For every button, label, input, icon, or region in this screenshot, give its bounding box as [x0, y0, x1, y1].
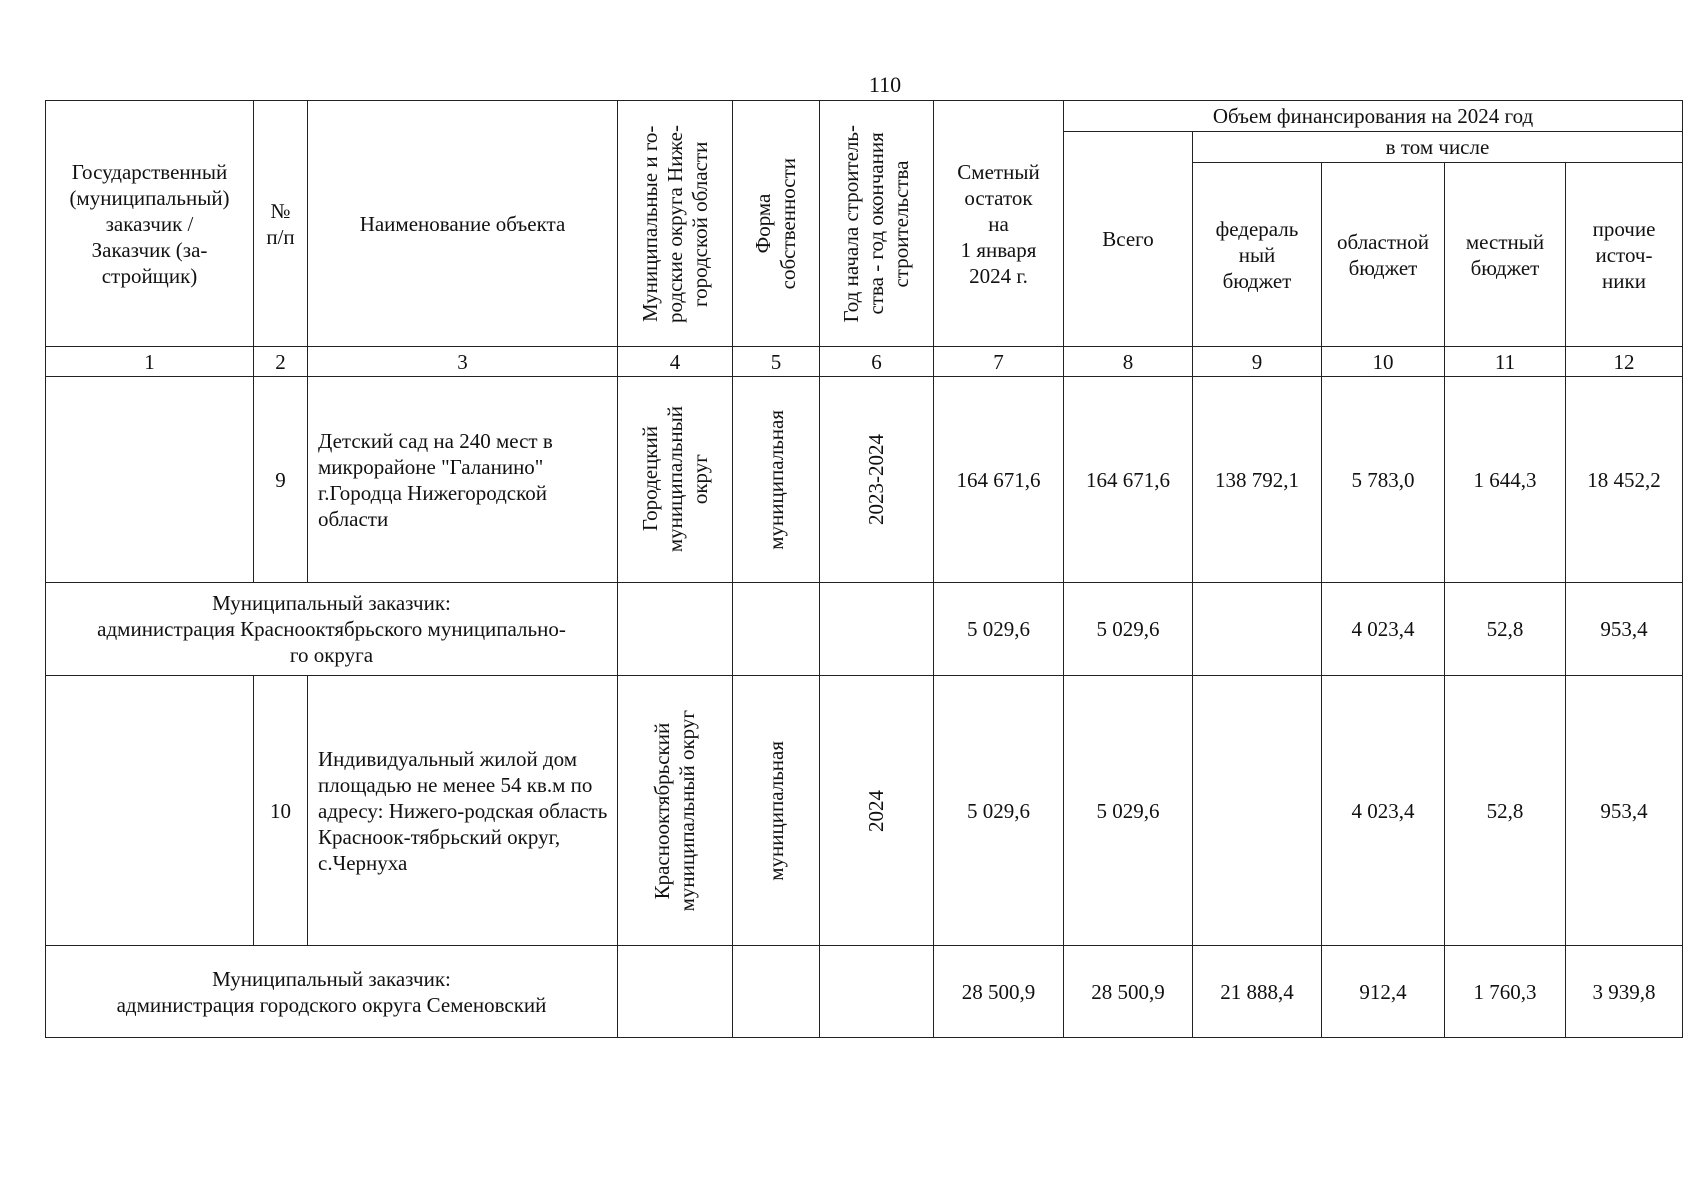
header-years: Год начала строитель- ства - год окончания строительства: [820, 101, 934, 347]
district-cell: Краснооктябрьский муниципальный округ: [618, 676, 733, 946]
empty-cell: [618, 946, 733, 1038]
empty-cell: [733, 946, 820, 1038]
column-numbers-row: [46, 347, 1683, 377]
estimate-value: 164 671,6: [934, 377, 1064, 583]
header-estimate: Сметный остаток на 1 января 2024 г.: [934, 101, 1064, 347]
estimate-value: 28 500,9: [934, 946, 1064, 1038]
column-number: 12: [1566, 347, 1683, 377]
total-value: 28 500,9: [1064, 946, 1193, 1038]
header-districts: Муниципальные и го- родские округа Ниже- городской области: [618, 101, 733, 347]
federal-value: [1193, 583, 1322, 676]
header-ownership: Форма собственности: [733, 101, 820, 347]
column-number: 7: [934, 347, 1064, 377]
column-number: 2: [254, 347, 308, 377]
row-num: 9: [254, 377, 308, 583]
other-value: 18 452,2: [1566, 377, 1683, 583]
estimate-value: 5 029,6: [934, 583, 1064, 676]
column-number: 3: [308, 347, 618, 377]
empty-cell: [618, 583, 733, 676]
other-value: 3 939,8: [1566, 946, 1683, 1038]
other-value: 953,4: [1566, 583, 1683, 676]
ownership-cell: муниципальная: [733, 377, 820, 583]
table-row: [46, 676, 1683, 946]
header-other: прочие источ- ники: [1566, 163, 1683, 347]
empty-cell: [733, 583, 820, 676]
regional-value: 4 023,4: [1322, 583, 1445, 676]
column-number: 4: [618, 347, 733, 377]
total-value: 5 029,6: [1064, 583, 1193, 676]
customer-label: Муниципальный заказчик: администрация Краснооктябрьского муниципально- го округа: [46, 583, 618, 676]
table-row: [46, 583, 1683, 676]
column-number: 5: [733, 347, 820, 377]
column-number: 1: [46, 347, 254, 377]
local-value: 52,8: [1445, 676, 1566, 946]
header-object-name: Наименование объекта: [308, 101, 618, 347]
local-value: 52,8: [1445, 583, 1566, 676]
total-value: 164 671,6: [1064, 377, 1193, 583]
customer-label: Муниципальный заказчик: администрация городского округа Семеновский: [46, 946, 618, 1038]
total-value: 5 029,6: [1064, 676, 1193, 946]
header-regional: областной бюджет: [1322, 163, 1445, 347]
header-financing: Объем финансирования на 2024 год: [1064, 101, 1683, 132]
empty-cell: [820, 946, 934, 1038]
financing-table: [45, 100, 1683, 1038]
district-cell: Городецкий муниципальный округ: [618, 377, 733, 583]
table-row: [46, 946, 1683, 1038]
federal-value: 138 792,1: [1193, 377, 1322, 583]
column-number: 6: [820, 347, 934, 377]
column-number: 9: [1193, 347, 1322, 377]
years-cell: 2024: [820, 676, 934, 946]
header-num: № п/п: [254, 101, 308, 347]
customer-cell: [46, 676, 254, 946]
empty-cell: [820, 583, 934, 676]
page-number: 110: [868, 72, 902, 97]
object-name: Детский сад на 240 мест в микрорайоне "Галанино" г.Городца Нижегородской области: [308, 377, 618, 583]
regional-value: 4 023,4: [1322, 676, 1445, 946]
header-customer: Государственный (муниципальный) заказчик / Заказчик (за- стройщик): [46, 101, 254, 347]
regional-value: 5 783,0: [1322, 377, 1445, 583]
row-num: 10: [254, 676, 308, 946]
regional-value: 912,4: [1322, 946, 1445, 1038]
federal-value: 21 888,4: [1193, 946, 1322, 1038]
years-cell: 2023-2024: [820, 377, 934, 583]
table-row: [46, 377, 1683, 583]
local-value: 1 644,3: [1445, 377, 1566, 583]
column-number: 8: [1064, 347, 1193, 377]
object-name: Индивидуальный жилой дом площадью не менее 54 кв.м по адресу: Нижего-родская область Красноок-тябрьский округ, с.Чернуха: [308, 676, 618, 946]
header-federal: федераль ный бюджет: [1193, 163, 1322, 347]
ownership-cell: муниципальная: [733, 676, 820, 946]
header-local: местный бюджет: [1445, 163, 1566, 347]
header-total: Всего: [1064, 132, 1193, 347]
local-value: 1 760,3: [1445, 946, 1566, 1038]
other-value: 953,4: [1566, 676, 1683, 946]
customer-cell: [46, 377, 254, 583]
federal-value: [1193, 676, 1322, 946]
column-number: 11: [1445, 347, 1566, 377]
header-including: в том числе: [1193, 132, 1683, 163]
column-number: 10: [1322, 347, 1445, 377]
estimate-value: 5 029,6: [934, 676, 1064, 946]
